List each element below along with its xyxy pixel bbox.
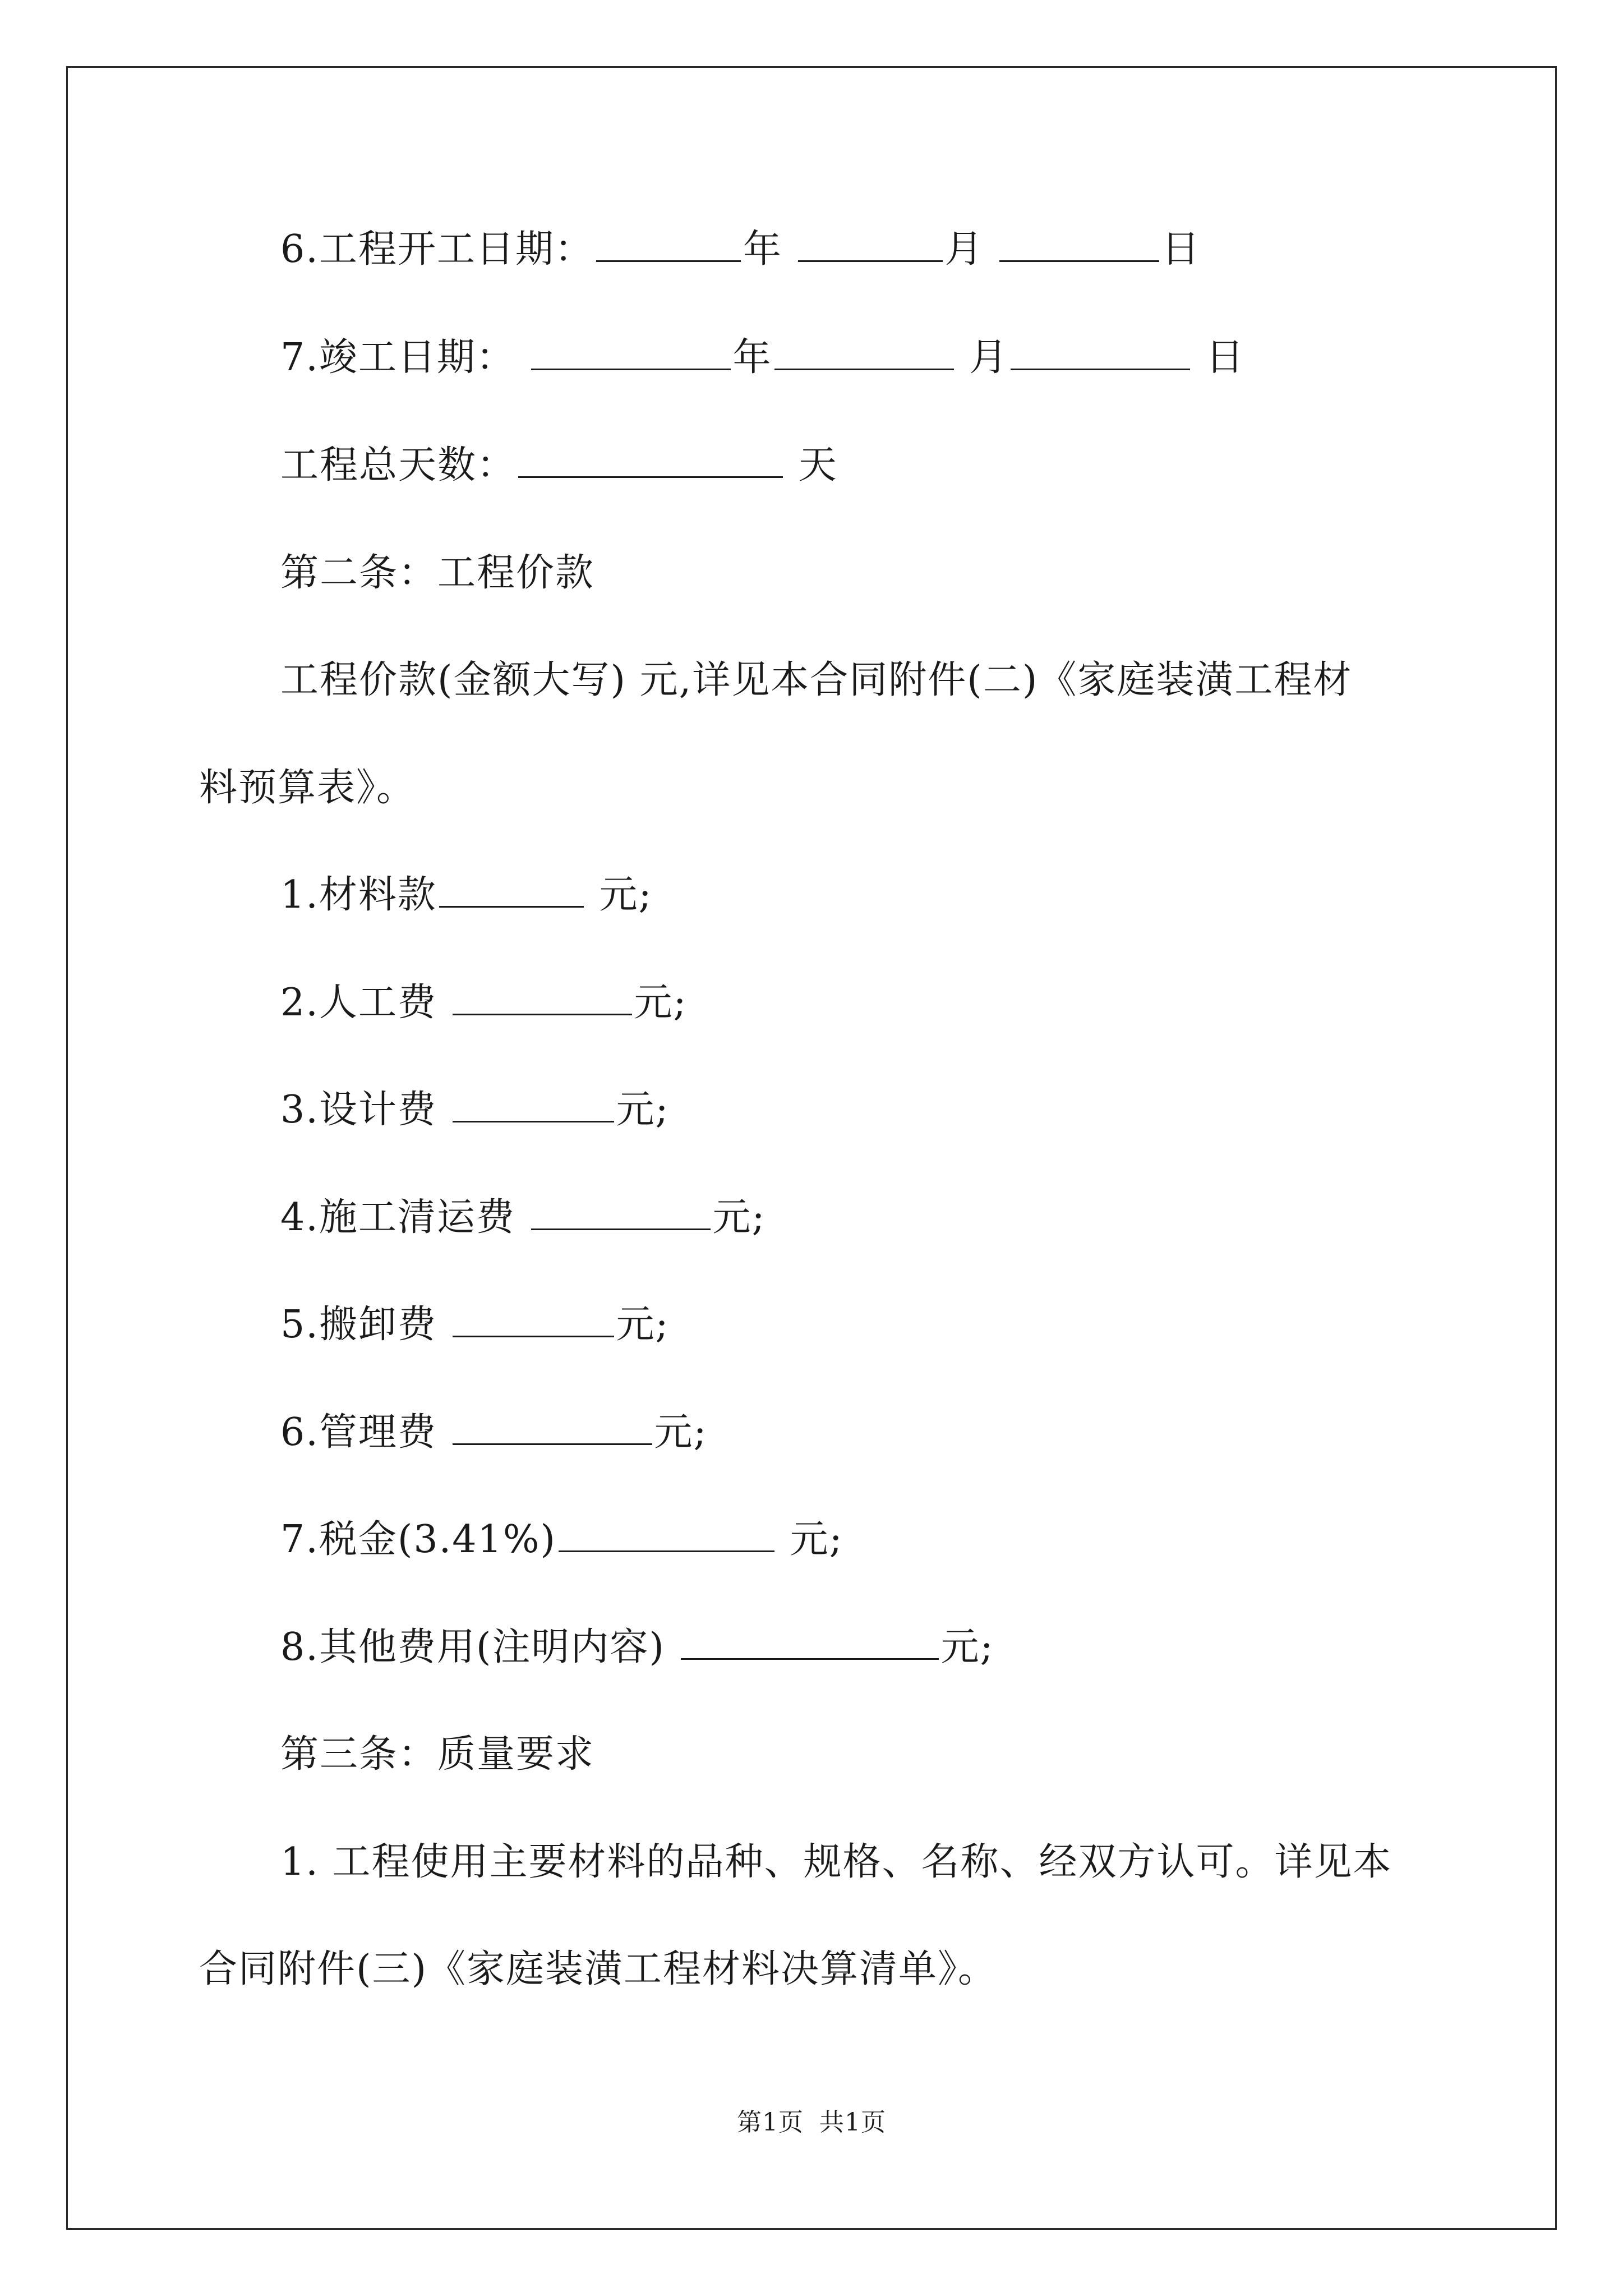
total-days-blank[interactable] xyxy=(518,444,783,478)
quality-paragraph-line-2: 合同附件(三)《家庭装潢工程材料决算清单》。 xyxy=(199,1947,998,1991)
other-fee-label: 8.其他费用(注明内容) xyxy=(280,1625,665,1669)
day-label: 日 xyxy=(1161,227,1201,272)
yuan-unit: 元; xyxy=(712,1195,766,1240)
labor-fee-blank[interactable] xyxy=(453,981,632,1015)
design-fee-line xyxy=(280,1088,669,1133)
tax-label: 7.税金(3.41%) xyxy=(280,1517,556,1562)
start-day-blank[interactable] xyxy=(999,228,1159,262)
page-border xyxy=(66,66,1557,2230)
yuan-unit: 元; xyxy=(940,1625,994,1669)
end-month-blank[interactable] xyxy=(774,336,954,370)
cleanup-fee-label: 4.施工清运费 xyxy=(280,1195,515,1240)
labor-fee-label: 2.人工费 xyxy=(280,981,437,1025)
page-footer xyxy=(0,2107,1623,2138)
yuan-unit: 元; xyxy=(616,1088,670,1132)
day-label: 日 xyxy=(1205,335,1245,380)
yuan-unit: 元; xyxy=(654,1410,708,1455)
page-number: 第1页 xyxy=(737,2108,804,2137)
price-paragraph-line-1: 工程价款(金额大写) 元,详见本合同附件(二)《家庭装潢工程材 xyxy=(280,658,1353,702)
management-fee-line xyxy=(280,1410,707,1455)
other-fee-line xyxy=(280,1625,994,1670)
yuan-unit: 元; xyxy=(599,873,653,917)
end-day-blank[interactable] xyxy=(1011,336,1190,370)
article-3-heading: 第三条：质量要求 xyxy=(280,1732,595,1777)
other-fee-blank[interactable] xyxy=(681,1626,939,1660)
start-date-label: 6.工程开工日期： xyxy=(280,227,594,272)
design-fee-blank[interactable] xyxy=(453,1088,614,1122)
page-total: 共1页 xyxy=(819,2108,886,2137)
month-label: 月 xyxy=(969,335,1009,380)
end-date-line xyxy=(280,335,1245,380)
management-fee-label: 6.管理费 xyxy=(280,1410,437,1455)
article-2-heading: 第二条：工程价款 xyxy=(280,551,595,595)
handling-fee-label: 5.搬卸费 xyxy=(280,1303,437,1347)
material-fee-blank[interactable] xyxy=(439,873,584,908)
year-label: 年 xyxy=(743,227,782,272)
handling-fee-line xyxy=(280,1303,669,1347)
total-days-label: 工程总天数： xyxy=(280,443,517,487)
end-date-label: 7.竣工日期： xyxy=(280,335,515,380)
start-date-line xyxy=(280,227,1201,272)
start-year-blank[interactable] xyxy=(596,228,741,262)
handling-fee-blank[interactable] xyxy=(453,1303,614,1337)
days-unit: 天 xyxy=(798,443,838,487)
cleanup-fee-blank[interactable] xyxy=(531,1196,711,1230)
design-fee-label: 3.设计费 xyxy=(280,1088,437,1132)
tax-line xyxy=(280,1517,843,1562)
total-days-line xyxy=(280,443,838,488)
material-fee-label: 1.材料款 xyxy=(280,873,437,917)
management-fee-blank[interactable] xyxy=(453,1411,652,1445)
year-label: 年 xyxy=(732,335,772,380)
yuan-unit: 元; xyxy=(634,981,688,1025)
tax-blank[interactable] xyxy=(559,1518,774,1552)
price-paragraph-line-2: 料预算表》。 xyxy=(199,766,416,810)
material-fee-line xyxy=(280,873,652,918)
labor-fee-line xyxy=(280,981,687,1025)
yuan-unit: 元; xyxy=(790,1517,843,1562)
start-month-blank[interactable] xyxy=(798,228,943,262)
end-year-blank[interactable] xyxy=(531,336,731,370)
quality-paragraph-line-1: 1. 工程使用主要材料的品种、规格、名称、经双方认可。详见本 xyxy=(280,1840,1393,1884)
yuan-unit: 元; xyxy=(616,1303,670,1347)
month-label: 月 xyxy=(944,227,984,272)
cleanup-fee-line xyxy=(280,1195,766,1240)
